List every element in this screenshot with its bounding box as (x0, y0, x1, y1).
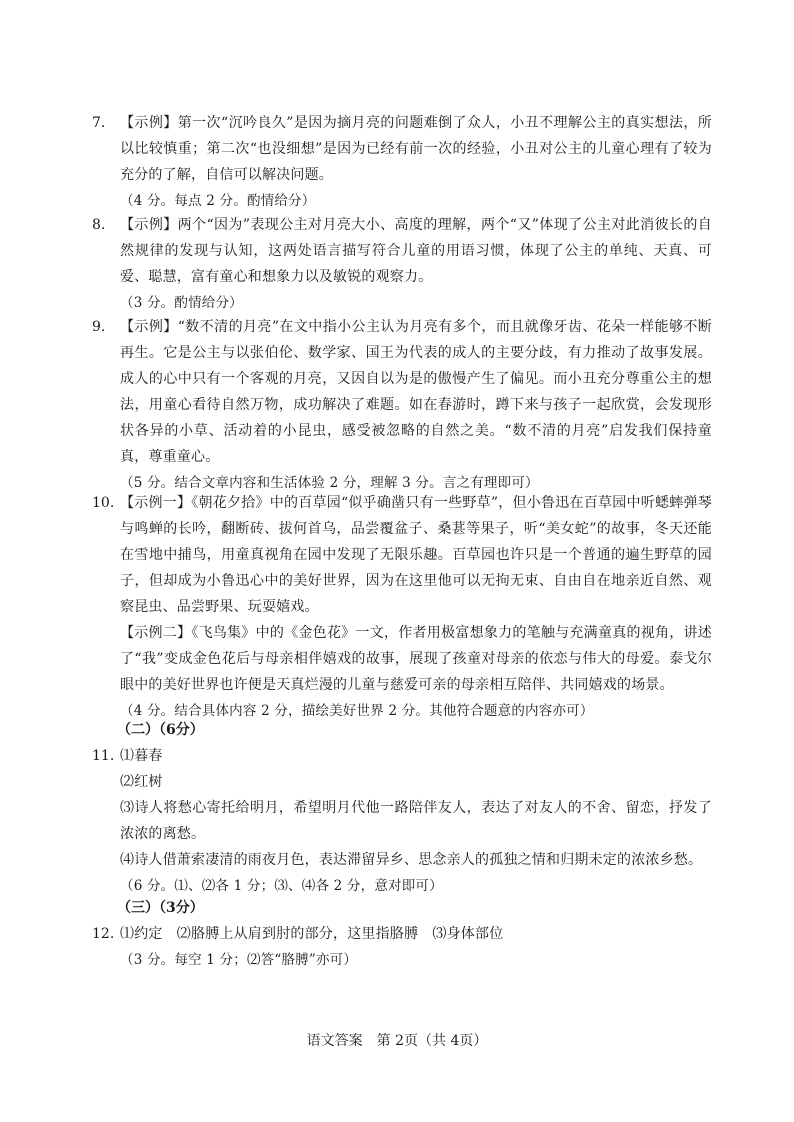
section-heading-3: （三）（3分） (117, 900, 204, 916)
scoring-note: （4 分。结合具体内容 2 分，描绘美好世界 2 分。其他符合题意的内容亦可） (120, 703, 594, 719)
question-number: 12. (92, 926, 115, 942)
answer-item: ⑵红树 (120, 774, 163, 790)
answer-text: 【示例】两个“因为”表现公主对月亮大小、高度的理解，两个“又”体现了公主对此消彼长的自然规律的发现与认知，这两处语言描写符合儿童的用语习惯，体现了公主的单纯、天真、可爱、聪慧，富有童心和想象力以及敏锐的观察力。 (120, 217, 712, 285)
question-number: 11. (92, 748, 115, 764)
answer-item: ⑴暮春 (120, 748, 163, 764)
scoring-note: （3 分。酌情给分） (120, 295, 243, 311)
question-number: 10. (92, 495, 115, 511)
question-number: 8. (92, 217, 106, 233)
question-9 (92, 314, 712, 496)
scoring-note: （4 分。每点 2 分。酌情给分） (120, 193, 316, 209)
scoring-note: （3 分。每空 1 分；⑵答“胳膊”亦可） (120, 952, 358, 968)
answer-text: ⑴约定 ⑵胳膊上从肩到肘的部分，这里指胳膊 ⑶身体部位 (120, 926, 504, 942)
answer-example-2: 【示例二】《飞鸟集》中的《金色花》一文，作者用极富想象力的笔触与充满童真的视角，讲述了“我”变成金色花后与母亲相伴嬉戏的故事，展现了孩童对母亲的依恋与伟大的母爱。泰戈尔眼中的美好世界也许便是天真烂漫的儿童与慈爱可亲的母亲相互陪伴、共同嬉戏的场景。 (120, 625, 712, 693)
scoring-note: （6 分。⑴、⑵各 1 分；⑶、⑷各 2 分，意对即可） (120, 878, 443, 894)
page-footer: 语文答案 第 2页（共 4页） (306, 1033, 488, 1049)
answer-item: ⑶诗人将愁心寄托给明月，希望明月代他一路陪伴友人，表达了对友人的不舍、留恋，抒发了浓浓的离愁。 (120, 800, 712, 842)
question-8 (92, 212, 712, 316)
answer-example-1: 【示例一】《朝花夕拾》中的百草园“似乎确凿只有一些野草”，但小鲁迅在百草园中听蟋蟀弹琴与鸣蝉的长吟，翻断砖、拔何首乌，品尝覆盆子、桑葚等果子，听“美女蛇”的故事，冬天还能在雪地中捕鸟，用童真视角在园中发现了无限乐趣。百草园也许只是一个普通的遍生野草的园子，但却成为小鲁迅心中的美好世界，因为在这里他可以无拘无束、自由自在地亲近自然、观察昆虫、品尝野果、玩耍嬉戏。 (120, 495, 712, 615)
question-12 (92, 921, 712, 973)
scoring-note: （5 分。结合文章内容和生活体验 2 分，理解 3 分。言之有理即可） (120, 475, 539, 491)
question-11 (92, 743, 712, 899)
question-10 (92, 490, 712, 724)
question-number: 9. (92, 319, 106, 335)
question-7 (92, 110, 712, 214)
answer-text: 【示例】“数不清的月亮”在文中指小公主认为月亮有多个，而且就像牙齿、花朵一样能够不断再生。它是公主与以张伯伦、数学家、国王为代表的成人的主要分歧，有力推动了故事发展。成人的心中只有一个客观的月亮，又因自以为是的傲慢产生了偏见。而小丑充分尊重公主的想法，用童心看待自然万物，成功解决了难题。如在春游时，蹲下来与孩子一起欣赏，会发现形状各异的小草、活动着的小昆虫，感受被忽略的自然之美。“数不清的月亮”启发我们保持童真，尊重童心。 (120, 319, 712, 465)
answer-text: 【示例】第一次“沉吟良久”是因为摘月亮的问题难倒了众人，小丑不理解公主的真实想法，所以比较慎重；第二次“也没细想”是因为已经有前一次的经验，小丑对公主的儿童心理有了较为充分的了解，自信可以解决问题。 (120, 115, 712, 183)
question-number: 7. (92, 115, 106, 131)
answer-item: ⑷诗人借萧索凄清的雨夜月色，表达滞留异乡、思念亲人的孤独之情和归期未定的浓浓乡愁。 (120, 852, 703, 868)
section-heading-2: （二）（6分） (117, 722, 204, 738)
